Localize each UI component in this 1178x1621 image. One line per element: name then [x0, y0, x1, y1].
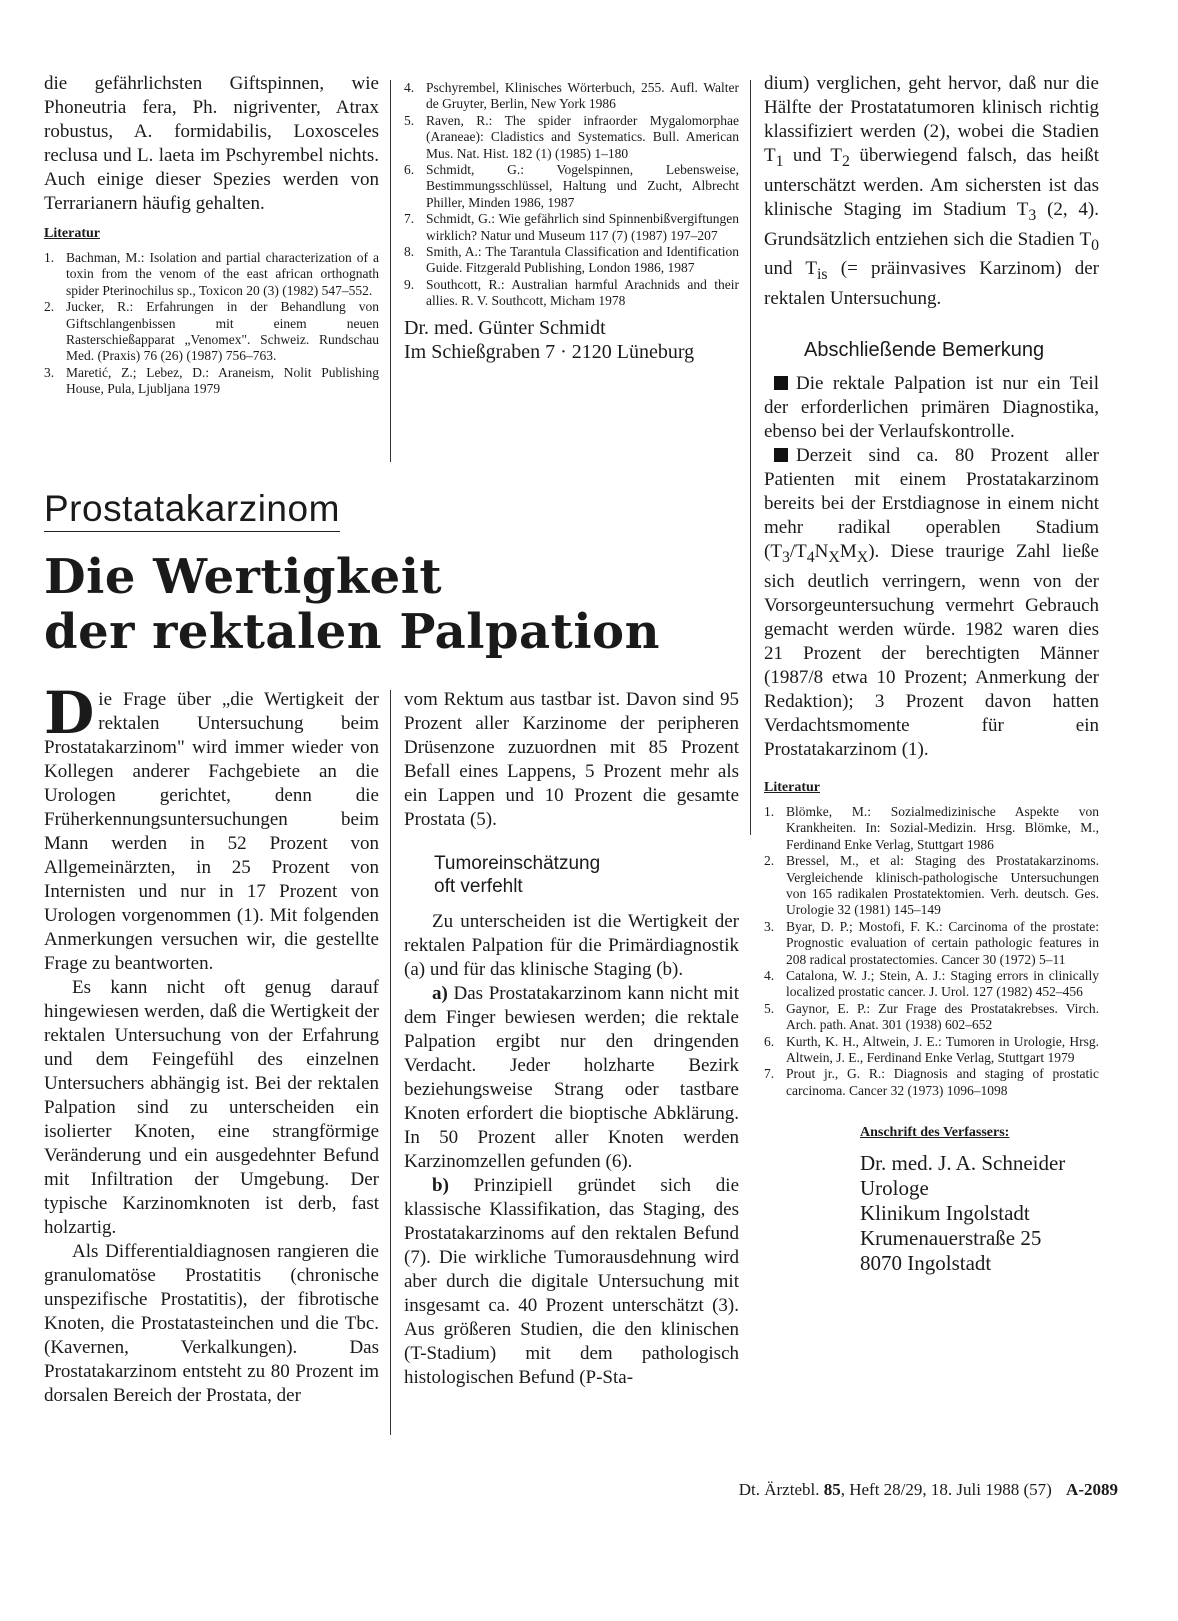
- page-footer: Dt. Ärztebl. 85, Heft 28/29, 18. Juli 1988 (57) A-2089: [738, 1480, 1118, 1499]
- reference-item: 4. Catalona, W. J.; Stein, A. J.: Staging errors in clinically localized prostatic cancer. J. Urol. 127 (1982) 452–456: [764, 968, 1099, 1000]
- address-line: Dr. med. J. A. Schneider: [860, 1151, 1066, 1176]
- column-divider: [390, 690, 391, 1435]
- article-column-3: [764, 72, 1099, 1276]
- literature-heading: Literatur: [764, 779, 820, 795]
- author-address-block: [860, 1121, 1099, 1276]
- article-paragraph: Es kann nicht oft genug darauf hingewiesen werden, daß die Wertigkeit der rektalen Untersuchung von der Erfahrung und dem Feingefühl des einzelnen Untersuchers abhängig ist. Bei der rektalen Palpation sind zu unterscheiden ein isolierter Knoten, eine strangförmige Veränderung und ein ausgedehnter Befund mit Infiltration der Umgebung. Der typische Karzinomknoten ist derb, fast holzartig.: [44, 977, 379, 1238]
- address-label: Anschrift des Verfassers:: [860, 1125, 1010, 1141]
- reference-item: 2. Bressel, M., et al: Staging des Prostatakarzinoms. Vergleichende klinisch-pathologische Untersuchungen von 165 radikalen Prostatektomien. Verh. deutsch. Ges. Urologie 32 (1981) 145–149: [764, 853, 1099, 918]
- reference-item: 6. Schmidt, G.: Vogelspinnen, Lebensweise, Bestimmungsschlüssel, Haltung und Zucht, Albrecht Philler, Minden 1986, 1987: [404, 162, 739, 210]
- reference-item: 7. Schmidt, G.: Wie gefährlich sind Spinnenbißvergiftungen wirklich? Natur und Museum 117 (7) (1987) 197–207: [404, 211, 739, 243]
- address-line: Urologe: [860, 1176, 929, 1201]
- article-column-2: [404, 688, 739, 1390]
- reference-item: 2. Jucker, R.: Erfahrungen in der Behandlung von Giftschlangenbissen mit einem neuen Rasterschießapparat „Venomex". Schweiz. Rundschau Med. (Praxis) 76 (26) (1987) 756–763.: [44, 299, 379, 364]
- reference-item: 7. Prout jr., G. R.: Diagnosis and staging of prostatic carcinoma. Cancer 32 (1973) 1096–1098: [764, 1066, 1099, 1098]
- article-paragraph: dium) verglichen, geht hervor, daß nur die Hälfte der Prostatatumoren klinisch richtig klassifiziert werden (2), wobei die Stadien $T_1$ und $T_2$ überwiegend falsch, das heißt unterschätzt werden. Am sichersten ist das klinische Staging im Stadium $T_3$ (2, 4). Grundsätzlich entziehen sich die Stadien $T_0$ und $T_{is}$ (= präinvasives Karzinom) der rektalen Untersuchung.: [764, 73, 1100, 310]
- reference-item: 1. Blömke, M.: Sozialmedizinische Aspekte von Krankheiten. In: Sozial-Medizin. Hrsg. Blömke, M., Ferdinand Enke Verlag, Stuttgart 1986: [764, 803, 1099, 852]
- article-column-1: [44, 679, 379, 1408]
- top-middle-column: [404, 80, 739, 364]
- article-paragraph: Als Differentialdiagnosen rangieren die granulomatöse Prostatitis (chronische unspezifische Prostatitis), der fibrotische Knoten, die Prostatasteinchen und die Tbc. (Kavernen, Verkalkungen). Das Prostatakarzinom entsteht zu 80 Prozent im dorsalen Bereich der Prostata, der: [44, 1241, 379, 1406]
- bullet-paragraph: Die rektale Palpation ist nur ein Teil der erforderlichen primären Diagnostika, ebenso bei der Verlaufskontrolle.: [764, 373, 1099, 443]
- column-divider: [750, 80, 751, 835]
- section-subheading: Abschließende Bemerkung: [804, 339, 1045, 362]
- article-paragraph: a) Das Prostatakarzinom kann nicht mit dem Finger bewiesen werden; die rektale Palpation ergibt nur den dringenden Verdacht. Jeder holzharte Bezirk beziehungsweise Strang oder tastbare Knoten erfordert die bioptische Abklärung. In 50 Prozent aller Knoten werden Karzinomzellen gefunden (6).: [404, 983, 739, 1172]
- reference-item: 9. Southcott, R.: Australian harmful Arachnids and their allies. R. V. Southcott, Micham 1978: [404, 276, 739, 309]
- article-heading: [44, 488, 744, 660]
- reference-list: [44, 250, 379, 398]
- article-headline-line1: Die Wertigkeit: [44, 549, 443, 605]
- article-rubric: Prostatakarzinom: [44, 488, 340, 532]
- author-name: Dr. med. Günter Schmidt: [404, 316, 606, 339]
- reference-item: 5. Raven, R.: The spider infraorder Mygalomorphae (Araneae): Cladistics and Systematics. Bull. American Mus. Nat. Hist. 182 (1) (1985) 1–180: [404, 112, 739, 161]
- reference-item: 3. Maretić, Z.; Lebez, D.: Araneism, Nolit Publishing House, Pula, Ljubljana 1979: [44, 364, 379, 397]
- bullet-paragraph: Derzeit sind ca. 80 Prozent aller Patienten mit einem Prostatakarzinom bereits bei der Erstdiagnose in einem nicht mehr radikal operablen Stadium $(T_3/T_4N_XM_X)$. Diese traurige Zahl ließe sich deutlich verringern, wenn von der Vorsorgeuntersuchung vermehrt Gebrauch gemacht werden würde. 1982 waren dies 21 Prozent der berechtigten Männer (1987/8 etwa 10 Prozent; Anmerkung der Redaktion); 3 Prozent davon hatten Verdachtsmomente für ein Prostatakarzinom (1).: [764, 445, 1099, 760]
- literature-heading: Literatur: [44, 226, 100, 241]
- reference-item: 6. Kurth, K. H., Altwein, J. E.: Tumoren in Urologie, Hrsg. Altwein, J. E., Ferdinand Enke Verlag, Stuttgart 1979: [764, 1033, 1099, 1066]
- article-paragraph: Die Frage über „die Wertigkeit der rektalen Untersuchung beim Prostatakarzinom" wird immer wieder von Kollegen anderer Fachgebiete an die Urologen gerichtet, denn die Früherkennungsuntersuchungen beim Mann werden in 52 Prozent von Allgemeinärzten, in 25 Prozent von Internisten und nur in 17 Prozent von Urologen vorgenommen (1). Mit folgenden Anmerkungen versuchen wir, die gestellte Frage zu beantworten.: [44, 679, 379, 974]
- reference-item: 3. Byar, D. P.; Mostofi, F. K.: Carcinoma of the prostate: Prognostic evaluation of certain pathologic features in 208 radical prostatectomies. Cancer 30 (1972) 5–11: [764, 918, 1099, 967]
- address-line: 8070 Ingolstadt: [860, 1251, 992, 1276]
- section-subheading: Tumoreinschätzung oft verfehlt: [434, 853, 601, 897]
- drop-cap: D: [44, 679, 95, 747]
- intro-paragraph: die gefährlichsten Giftspinnen, wie Phoneutria fera, Ph. nigriventer, Atrax robustus, A. formidabilis, Loxosceles reclusa und L. laeta im Pschyrembel nichts. Auch einige dieser Spezies werden von Terrarianern häufig gehalten.: [44, 73, 379, 214]
- page-number: A-2089: [1066, 1480, 1118, 1499]
- reference-list: [764, 804, 1099, 1099]
- reference-list: [404, 80, 739, 310]
- top-left-column: [44, 72, 379, 398]
- square-bullet-icon: [774, 376, 788, 390]
- reference-item: 1. Bachman, M.: Isolation and partial characterization of a toxin from the venom of the east african orthognath spider Pterinochilus sp., Toxicon 20 (3) (1982) 547–552.: [44, 250, 379, 298]
- reference-item: 5. Gaynor, E. P.: Zur Frage des Prostatakrebses. Virch. Arch. path. Anat. 301 (1938) 602–652: [764, 1000, 1099, 1033]
- reference-item: 8. Smith, A.: The Tarantula Classification and Identification Guide. Fitzgerald Publishing, London 1986, 1987: [404, 244, 739, 276]
- square-bullet-icon: [774, 448, 788, 462]
- column-divider: [390, 80, 391, 462]
- address-line: Krumenauerstraße 25: [860, 1226, 1042, 1251]
- author-address: Im Schießgraben 7 · 2120 Lüneburg: [404, 340, 695, 363]
- reference-item: 4. Pschyrembel, Klinisches Wörterbuch, 255. Aufl. Walter de Gruyter, Berlin, New York 1986: [404, 80, 739, 112]
- article-headline-line2: der rektalen Palpation: [44, 604, 660, 660]
- article-paragraph: b) Prinzipiell gründet sich die klassische Klassifikation, das Staging, des Prostatakarzinoms auf den rektalen Befund (7). Die wirkliche Tumorausdehnung wird aber durch die digitale Untersuchung mit insgesamt ca. 40 Prozent unterschätzt (3). Aus größeren Studien, die den klinischen (T-Stadium) mit dem pathologisch histologischen Befund (P-Sta-: [404, 1175, 739, 1388]
- address-line: Klinikum Ingolstadt: [860, 1201, 1030, 1226]
- article-paragraph: vom Rektum aus tastbar ist. Davon sind 95 Prozent aller Karzinome der peripheren Drüsenzone zuzuordnen mit 85 Prozent Befall eines Lappens, 5 Prozent mehr als ein Lappen und 10 Prozent die gesamte Prostata (5).: [404, 689, 739, 830]
- article-paragraph: Zu unterscheiden ist die Wertigkeit der rektalen Palpation für die Primärdiagnostik (a) und für das klinische Staging (b).: [404, 911, 739, 980]
